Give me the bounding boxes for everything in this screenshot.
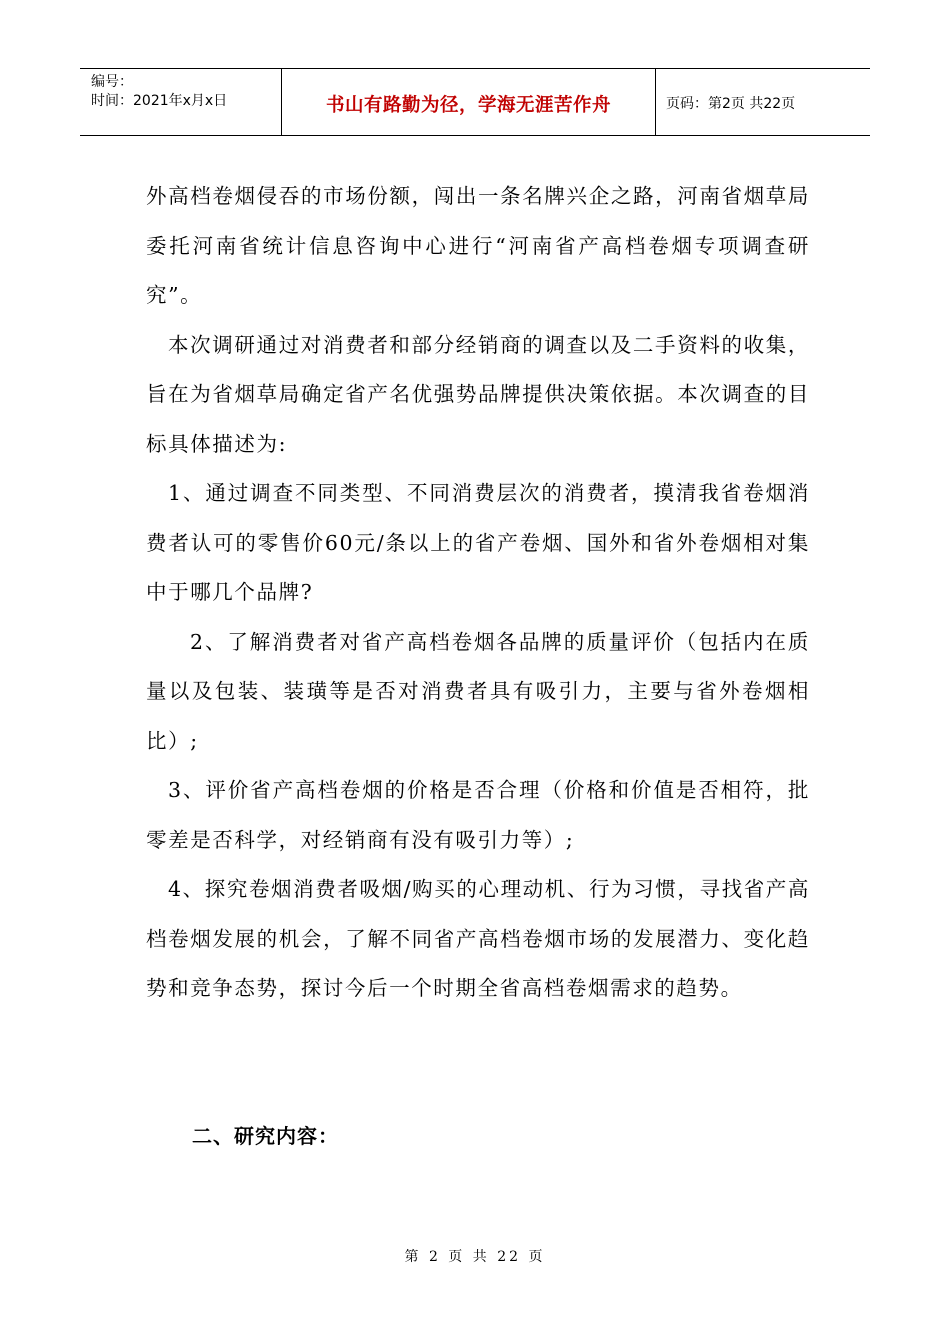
paragraph-intro-continued: 外高档卷烟侵吞的市场份额，闯出一条名牌兴企之路，河南省烟草局委托河南省统计信息咨询中心进行“河南省产高档卷烟专项调查研究”。	[146, 184, 810, 307]
document-date: 时间：2021年x月x日	[91, 93, 228, 109]
header-motto: 书山有路勤为径，学海无涯苦作舟	[282, 69, 656, 135]
document-code-label: 编号：	[91, 74, 133, 90]
paragraph-goal-1: 1、通过调查不同类型、不同消费层次的消费者，摸清我省卷烟消费者认可的零售价60元/条以上的省产卷烟、国外和省外卷烟相对集中于哪几个品牌?	[146, 481, 810, 604]
document-body	[146, 172, 810, 1014]
header-meta-cell	[80, 69, 282, 135]
section-heading-research-content: 二、研究内容：	[192, 1124, 339, 1148]
header-page-info: 页码：第2页 共22页	[666, 96, 796, 112]
paragraph-goal-4: 4、探究卷烟消费者吸烟/购买的心理动机、行为习惯，寻找省产高档卷烟发展的机会，了解不同省产高档卷烟市场的发展潜力、变化趋势和竞争态势，探讨今后一个时期全省高档卷烟需求的趋势。	[146, 877, 810, 1000]
page-footer: 第 2 页 共 22 页	[404, 1249, 546, 1265]
paragraph-research-purpose: 本次调研通过对消费者和部分经销商的调查以及二手资料的收集，旨在为省烟草局确定省产名优强势品牌提供决策依据。本次调查的目标具体描述为:	[146, 332, 810, 456]
document-header	[80, 68, 870, 136]
paragraph-goal-2: 2、了解消费者对省产高档卷烟各品牌的质量评价（包括内在质量以及包装、装璜等是否对消费者具有吸引力，主要与省外卷烟相比）;	[146, 629, 810, 753]
paragraph-goal-3: 3、评价省产高档卷烟的价格是否合理（价格和价值是否相符，批零差是否科学，对经销商有没有吸引力等）;	[146, 778, 810, 852]
